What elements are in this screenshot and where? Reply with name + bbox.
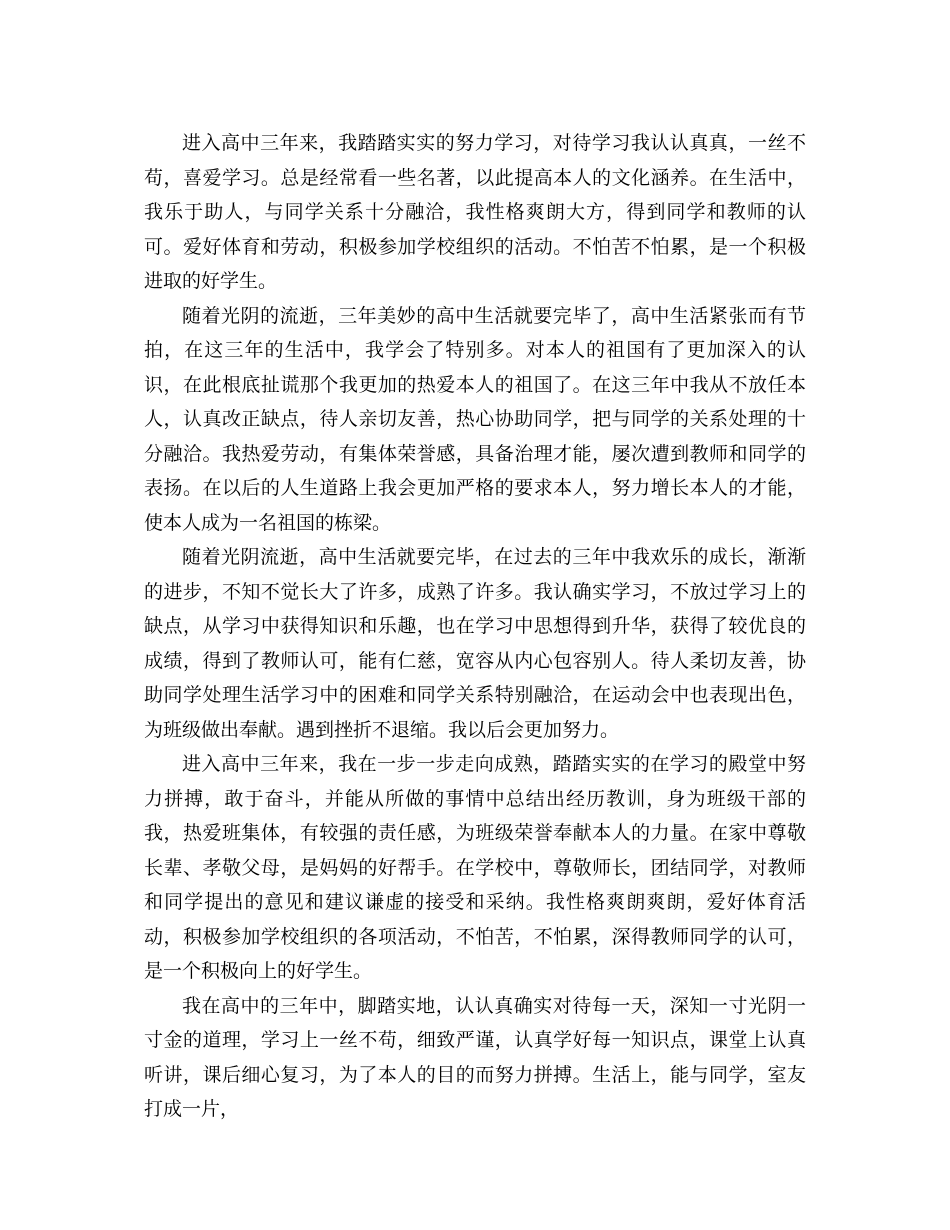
paragraph-3: 随着光阴流逝，高中生活就要完毕，在过去的三年中我欢乐的成长，渐渐的进步，不知不觉长大了许多，成熟了许多。我认确实学习，不放过学习上的缺点，从学习中获得知识和乐趣，也在学习中思想得到升华，获得了较优良的成绩，得到了教师认可，能有仁慈，宽容从内心包容别人。待人柔切友善，协助同学处理生活学习中的困难和同学关系特别融洽，在运动会中也表现出色，为班级做出奉献。遇到挫折不退缩。我以后会更加努力。 [144,546,806,741]
paragraph-5: 我在高中的三年中，脚踏实地，认认真确实对待每一天，深知一寸光阴一寸金的道理，学习上一丝不苟，细致严谨，认真学好每一知识点，课堂上认真听讲，课后细心复习，为了本人的目的而努力拼搏。生活上，能与同学，室友打成一片， [144,994,806,1120]
paragraph-2: 随着光阴的流逝，三年美妙的高中生活就要完毕了，高中生活紧张而有节拍，在这三年的生活中，我学会了特别多。对本人的祖国有了更加深入的认识，在此根底扯谎那个我更加的热爱本人的祖国了。在这三年中我从不放任本人，认真改正缺点，待人亲切友善，热心协助同学，把与同学的关系处理的十分融洽。我热爱劳动，有集体荣誉感，具备治理才能，屡次遭到教师和同学的表扬。在以后的人生道路上我会更加严格的要求本人，努力增长本人的才能，使本人成为一名祖国的栋梁。 [144,304,806,534]
paragraph-4: 进入高中三年来，我在一步一步走向成熟，踏踏实实的在学习的殿堂中努力拼搏，敢于奋斗，并能从所做的事情中总结出经历教训，身为班级干部的我，热爱班集体，有较强的责任感，为班级荣誉奉献本人的力量。在家中尊敬长辈、孝敬父母，是妈妈的好帮手。在学校中，尊敬师长，团结同学，对教师和同学提出的意见和建议谦虚的接受和采纳。我性格爽朗爽朗，爱好体育活动，积极参加学校组织的各项活动，不怕苦，不怕累，深得教师同学的认可，是一个积极向上的好学生。 [144,753,806,982]
document-body [144,126,806,1127]
paragraph-1: 进入高中三年来，我踏踏实实的努力学习，对待学习我认认真真，一丝不苟，喜爱学习。总是经常看一些名著，以此提高本人的文化涵养。在生活中，我乐于助人，与同学关系十分融洽，我性格爽朗大方，得到同学和教师的认可。爱好体育和劳动，积极参加学校组织的活动。不怕苦不怕累，是一个积极进取的好学生。 [144,132,806,292]
